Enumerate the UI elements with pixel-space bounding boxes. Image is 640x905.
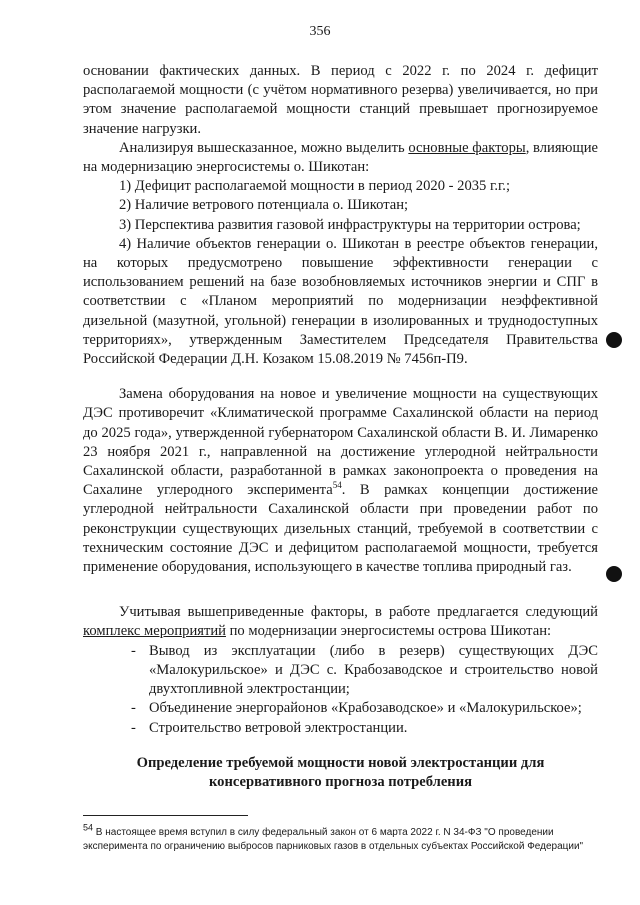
text-span: , влияющие на модернизацию энергосистемы о. Шикотан: [83,139,598,176]
page-body [83,62,598,792]
punch-hole-mark [606,332,622,348]
text-span: Учитывая вышеприведенные факторы, в работе предлагается следующий [119,604,598,621]
list-item-text: Строительство ветровой электростанции. [149,719,408,736]
paragraph-measures-intro [83,603,598,641]
list-item-text: Объединение энергорайонов «Крабозаводское» и «Малокурильское»; [149,700,582,717]
paragraph-equipment-replacement [83,385,598,577]
text-span: Замена оборудования на новое и увеличение мощности на существующих ДЭС противоречит «Климатической программе Сахалинской области на период до 2025 года», утвержденной губернатором Сахалинской области В. И. Лимаренко 23 ноября 2021 г., направленной на достижение углеродной нейтральности Сахалинской области, разработанной в рамках законопроекта о проведения на Сахалине углеродного эксперимента [83,386,598,499]
factor-item-3: 3) Перспектива развития газовой инфраструктуры на территории острова; [119,216,581,233]
text-span: по модернизации энергосистемы острова Шикотан: [225,623,552,640]
footnote-text: В настоящее время вступил в силу федеральный закон от 6 марта 2022 г. N 34-ФЗ "О проведении эксперимента по ограничению выбросов парниковых газов в отдельных субъектах Российской Федерации" [83,827,584,852]
dash-bullet: - [131,719,136,736]
measures-list [83,642,598,738]
footnote-54 [83,822,598,854]
underlined-text: комплекс мероприятий [83,623,226,640]
list-item [83,642,598,700]
dash-bullet: - [131,700,136,717]
footnote-reference[interactable]: 54 [332,480,342,491]
text-span: Анализируя вышесказанное, можно выделить [119,139,409,156]
list-item [83,699,598,718]
factor-item-1: 1) Дефицит располагаемой мощности в период 2020 - 2035 г.г.; [119,178,511,195]
factor-item-4: 4) Наличие объектов генерации о. Шикотан в реестре объектов генерации, на которых предусмотрено повышение эффективности генерации с использованием решений на базе возобновляемых источников энергии и СПГ в соответствии с «Планом мероприятий по модернизации неэффективной дизельной (мазутной, угольной) генерации в изолированных и труднодоступных территориях», утвержденным Заместителем Председателя Правительства Российской Федерации Д.Н. Козаком 15.08.2019 № 7456п-П9. [83,235,598,368]
underlined-text: основные факторы [408,139,526,156]
punch-hole-mark [606,566,622,582]
footnote-divider [83,815,248,816]
section-heading: Определение требуемой мощности новой электростанции для консервативного прогноза потребления [136,754,545,790]
footnote-mark: 54 [83,822,94,833]
factor-item-2: 2) Наличие ветрового потенциала о. Шикотан; [119,197,409,214]
footnotes [83,815,598,854]
dash-bullet: - [131,642,136,659]
paragraph-factors-intro [83,139,598,177]
list-item [83,719,598,738]
paragraph-data-basis: основании фактических данных. В период с 2022 г. по 2024 г. дефицит располагаемой мощности (с учётом нормативного резерва) увеличивается, но при этом значение располагаемой мощности станций превышает прогнозируемое значение нагрузки. [83,63,598,137]
list-item-text: Вывод из эксплуатации (либо в резерв) существующих ДЭС «Малокурильское» и ДЭС с. Крабозаводское и строительство новой двухтопливной электростанции; [149,642,598,698]
page-number: 356 [309,24,331,39]
text-span: . В рамках концепции достижение углеродной нейтральности Сахалинской области при проведении работ по реконструкции существующих дизельных станций, требуемой в соответствии с техническим состояние ДЭС и дефицитом располагаемой мощности, требуется применение оборудования, использующего в качестве топлива природный газ. [83,482,598,576]
